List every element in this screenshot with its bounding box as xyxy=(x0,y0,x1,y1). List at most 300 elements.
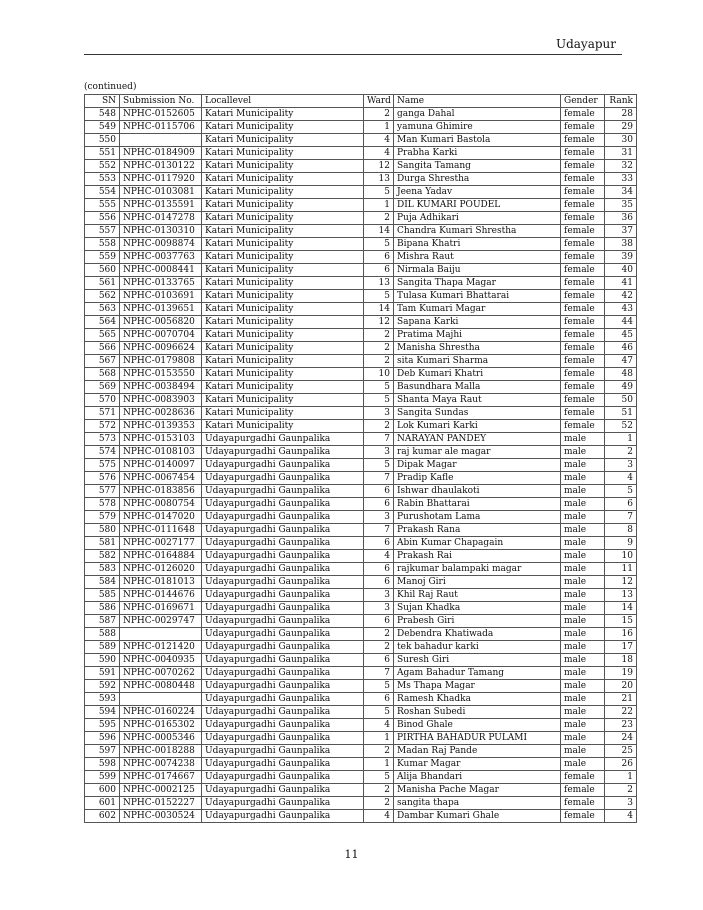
rank-cell: 32 xyxy=(605,160,637,173)
name-cell: Dipak Magar xyxy=(394,459,561,472)
name-cell: Purushotam Lama xyxy=(394,511,561,524)
sn-cell: 563 xyxy=(85,303,120,316)
name-cell: PIRTHA BAHADUR PULAMI xyxy=(394,732,561,745)
sn-cell: 568 xyxy=(85,368,120,381)
name-cell: Dambar Kumari Ghale xyxy=(394,810,561,823)
locallevel-cell: Udayapurgadhi Gaunpalika xyxy=(202,459,364,472)
table-row xyxy=(85,758,637,771)
gender-cell: female xyxy=(561,238,605,251)
submission-no-cell: NPHC-0040935 xyxy=(120,654,202,667)
locallevel-cell: Udayapurgadhi Gaunpalika xyxy=(202,433,364,446)
submission-no-cell: NPHC-0067454 xyxy=(120,472,202,485)
rank-cell: 48 xyxy=(605,368,637,381)
gender-cell: male xyxy=(561,628,605,641)
gender-cell: female xyxy=(561,810,605,823)
table-row xyxy=(85,147,637,160)
candidate-table xyxy=(84,94,637,823)
ward-cell: 3 xyxy=(364,602,394,615)
rank-cell: 21 xyxy=(605,693,637,706)
locallevel-cell: Udayapurgadhi Gaunpalika xyxy=(202,524,364,537)
gender-cell: male xyxy=(561,485,605,498)
gender-cell: female xyxy=(561,329,605,342)
locallevel-cell: Katari Municipality xyxy=(202,316,364,329)
rank-cell: 44 xyxy=(605,316,637,329)
gender-cell: female xyxy=(561,277,605,290)
name-cell: Binod Ghale xyxy=(394,719,561,732)
ward-cell: 2 xyxy=(364,355,394,368)
submission-no-cell: NPHC-0005346 xyxy=(120,732,202,745)
table-row xyxy=(85,446,637,459)
name-cell: Basundhara Malla xyxy=(394,381,561,394)
sn-cell: 601 xyxy=(85,797,120,810)
table-row xyxy=(85,433,637,446)
name-cell: Puja Adhikari xyxy=(394,212,561,225)
gender-cell: male xyxy=(561,693,605,706)
rank-cell: 52 xyxy=(605,420,637,433)
table-row xyxy=(85,745,637,758)
locallevel-cell: Udayapurgadhi Gaunpalika xyxy=(202,615,364,628)
rank-cell: 6 xyxy=(605,498,637,511)
gender-cell: male xyxy=(561,667,605,680)
locallevel-cell: Udayapurgadhi Gaunpalika xyxy=(202,472,364,485)
rank-cell: 35 xyxy=(605,199,637,212)
rank-cell: 22 xyxy=(605,706,637,719)
header-rule xyxy=(84,54,622,55)
ward-cell: 5 xyxy=(364,771,394,784)
gender-cell: male xyxy=(561,641,605,654)
name-cell: Ms Thapa Magar xyxy=(394,680,561,693)
gender-cell: male xyxy=(561,706,605,719)
name-cell: Sangita Tamang xyxy=(394,160,561,173)
submission-no-cell: NPHC-0111648 xyxy=(120,524,202,537)
submission-no-cell: NPHC-0103081 xyxy=(120,186,202,199)
name-cell: Durga Shrestha xyxy=(394,173,561,186)
table-row xyxy=(85,264,637,277)
sn-cell: 578 xyxy=(85,498,120,511)
submission-no-cell: NPHC-0144676 xyxy=(120,589,202,602)
ward-cell: 5 xyxy=(364,238,394,251)
locallevel-cell: Udayapurgadhi Gaunpalika xyxy=(202,563,364,576)
locallevel-cell: Katari Municipality xyxy=(202,407,364,420)
table-row xyxy=(85,394,637,407)
locallevel-cell: Udayapurgadhi Gaunpalika xyxy=(202,628,364,641)
rank-cell: 1 xyxy=(605,771,637,784)
name-cell: Mishra Raut xyxy=(394,251,561,264)
table-row xyxy=(85,498,637,511)
name-cell: raj kumar ale magar xyxy=(394,446,561,459)
sn-cell: 557 xyxy=(85,225,120,238)
table-row xyxy=(85,108,637,121)
locallevel-cell: Katari Municipality xyxy=(202,355,364,368)
submission-no-cell: NPHC-0135591 xyxy=(120,199,202,212)
locallevel-cell: Katari Municipality xyxy=(202,394,364,407)
ward-cell: 3 xyxy=(364,511,394,524)
ward-cell: 3 xyxy=(364,407,394,420)
submission-no-cell: NPHC-0139651 xyxy=(120,303,202,316)
ward-cell: 6 xyxy=(364,563,394,576)
rank-cell: 18 xyxy=(605,654,637,667)
submission-no-cell: NPHC-0096624 xyxy=(120,342,202,355)
gender-cell: female xyxy=(561,134,605,147)
sn-cell: 561 xyxy=(85,277,120,290)
submission-no-cell: NPHC-0083903 xyxy=(120,394,202,407)
locallevel-cell: Udayapurgadhi Gaunpalika xyxy=(202,537,364,550)
gender-cell: female xyxy=(561,212,605,225)
table-row xyxy=(85,537,637,550)
locallevel-cell: Katari Municipality xyxy=(202,303,364,316)
column-header-gender: Gender xyxy=(561,95,605,108)
submission-no-cell: NPHC-0181013 xyxy=(120,576,202,589)
submission-no-cell: NPHC-0098874 xyxy=(120,238,202,251)
submission-no-cell: NPHC-0028636 xyxy=(120,407,202,420)
name-cell: rajkumar balampaki magar xyxy=(394,563,561,576)
ward-cell: 2 xyxy=(364,628,394,641)
ward-cell: 4 xyxy=(364,810,394,823)
submission-no-cell: NPHC-0018288 xyxy=(120,745,202,758)
name-cell: Tam Kumari Magar xyxy=(394,303,561,316)
gender-cell: male xyxy=(561,498,605,511)
gender-cell: female xyxy=(561,160,605,173)
rank-cell: 41 xyxy=(605,277,637,290)
locallevel-cell: Udayapurgadhi Gaunpalika xyxy=(202,745,364,758)
locallevel-cell: Katari Municipality xyxy=(202,134,364,147)
gender-cell: female xyxy=(561,355,605,368)
rank-cell: 30 xyxy=(605,134,637,147)
table-row xyxy=(85,771,637,784)
rank-cell: 45 xyxy=(605,329,637,342)
sn-cell: 585 xyxy=(85,589,120,602)
locallevel-cell: Katari Municipality xyxy=(202,108,364,121)
rank-cell: 34 xyxy=(605,186,637,199)
sn-cell: 590 xyxy=(85,654,120,667)
submission-no-cell: NPHC-0139353 xyxy=(120,420,202,433)
locallevel-cell: Katari Municipality xyxy=(202,368,364,381)
rank-cell: 5 xyxy=(605,485,637,498)
column-header-rank: Rank xyxy=(605,95,637,108)
submission-no-cell: NPHC-0152605 xyxy=(120,108,202,121)
locallevel-cell: Udayapurgadhi Gaunpalika xyxy=(202,485,364,498)
page-header-title: Udayapur xyxy=(555,37,616,51)
submission-no-cell: NPHC-0103691 xyxy=(120,290,202,303)
table-row xyxy=(85,589,637,602)
name-cell: Pradip Kafle xyxy=(394,472,561,485)
locallevel-cell: Katari Municipality xyxy=(202,264,364,277)
ward-cell: 1 xyxy=(364,199,394,212)
table-row xyxy=(85,238,637,251)
rank-cell: 43 xyxy=(605,303,637,316)
rank-cell: 9 xyxy=(605,537,637,550)
submission-no-cell: NPHC-0165302 xyxy=(120,719,202,732)
table-row xyxy=(85,160,637,173)
ward-cell: 1 xyxy=(364,758,394,771)
sn-cell: 596 xyxy=(85,732,120,745)
submission-no-cell: NPHC-0153550 xyxy=(120,368,202,381)
name-cell: yamuna Ghimire xyxy=(394,121,561,134)
table-row xyxy=(85,472,637,485)
sn-cell: 592 xyxy=(85,680,120,693)
gender-cell: female xyxy=(561,225,605,238)
sn-cell: 549 xyxy=(85,121,120,134)
table-row xyxy=(85,576,637,589)
table-row xyxy=(85,251,637,264)
table-row xyxy=(85,316,637,329)
table-row xyxy=(85,641,637,654)
submission-no-cell: NPHC-0126020 xyxy=(120,563,202,576)
locallevel-cell: Katari Municipality xyxy=(202,277,364,290)
name-cell: Manisha Shrestha xyxy=(394,342,561,355)
name-cell: Chandra Kumari Shrestha xyxy=(394,225,561,238)
ward-cell: 6 xyxy=(364,251,394,264)
submission-no-cell: NPHC-0080754 xyxy=(120,498,202,511)
rank-cell: 1 xyxy=(605,433,637,446)
gender-cell: female xyxy=(561,199,605,212)
submission-no-cell: NPHC-0029747 xyxy=(120,615,202,628)
table-row xyxy=(85,511,637,524)
name-cell: Tulasa Kumari Bhattarai xyxy=(394,290,561,303)
gender-cell: female xyxy=(561,394,605,407)
locallevel-cell: Katari Municipality xyxy=(202,173,364,186)
table-row xyxy=(85,368,637,381)
table-row xyxy=(85,342,637,355)
gender-cell: male xyxy=(561,563,605,576)
ward-cell: 6 xyxy=(364,654,394,667)
rank-cell: 28 xyxy=(605,108,637,121)
locallevel-cell: Udayapurgadhi Gaunpalika xyxy=(202,550,364,563)
rank-cell: 4 xyxy=(605,472,637,485)
sn-cell: 566 xyxy=(85,342,120,355)
ward-cell: 2 xyxy=(364,212,394,225)
table-row xyxy=(85,797,637,810)
name-cell: Ramesh Khadka xyxy=(394,693,561,706)
rank-cell: 25 xyxy=(605,745,637,758)
locallevel-cell: Katari Municipality xyxy=(202,420,364,433)
column-header-locallevel: Locallevel xyxy=(202,95,364,108)
sn-cell: 548 xyxy=(85,108,120,121)
name-cell: Prakash Rai xyxy=(394,550,561,563)
gender-cell: male xyxy=(561,615,605,628)
rank-cell: 36 xyxy=(605,212,637,225)
ward-cell: 3 xyxy=(364,589,394,602)
submission-no-cell xyxy=(120,628,202,641)
locallevel-cell: Katari Municipality xyxy=(202,238,364,251)
locallevel-cell: Katari Municipality xyxy=(202,251,364,264)
rank-cell: 2 xyxy=(605,784,637,797)
rank-cell: 4 xyxy=(605,810,637,823)
ward-cell: 12 xyxy=(364,160,394,173)
table-row xyxy=(85,355,637,368)
sn-cell: 602 xyxy=(85,810,120,823)
submission-no-cell: NPHC-0130310 xyxy=(120,225,202,238)
ward-cell: 2 xyxy=(364,745,394,758)
name-cell: Sangita Thapa Magar xyxy=(394,277,561,290)
table-row xyxy=(85,550,637,563)
submission-no-cell: NPHC-0074238 xyxy=(120,758,202,771)
sn-cell: 550 xyxy=(85,134,120,147)
page-number: 11 xyxy=(344,848,359,861)
sn-cell: 562 xyxy=(85,290,120,303)
name-cell: Prabha Karki xyxy=(394,147,561,160)
sn-cell: 599 xyxy=(85,771,120,784)
submission-no-cell: NPHC-0160224 xyxy=(120,706,202,719)
table-row xyxy=(85,615,637,628)
gender-cell: male xyxy=(561,550,605,563)
ward-cell: 14 xyxy=(364,225,394,238)
submission-no-cell: NPHC-0169671 xyxy=(120,602,202,615)
submission-no-cell: NPHC-0140097 xyxy=(120,459,202,472)
column-header-ward: Ward xyxy=(364,95,394,108)
gender-cell: male xyxy=(561,446,605,459)
locallevel-cell: Katari Municipality xyxy=(202,329,364,342)
rank-cell: 42 xyxy=(605,290,637,303)
locallevel-cell: Udayapurgadhi Gaunpalika xyxy=(202,576,364,589)
locallevel-cell: Katari Municipality xyxy=(202,199,364,212)
sn-cell: 582 xyxy=(85,550,120,563)
rank-cell: 11 xyxy=(605,563,637,576)
sn-cell: 588 xyxy=(85,628,120,641)
locallevel-cell: Udayapurgadhi Gaunpalika xyxy=(202,667,364,680)
sn-cell: 553 xyxy=(85,173,120,186)
sn-cell: 589 xyxy=(85,641,120,654)
rank-cell: 51 xyxy=(605,407,637,420)
locallevel-cell: Udayapurgadhi Gaunpalika xyxy=(202,602,364,615)
rank-cell: 13 xyxy=(605,589,637,602)
name-cell: Deb Kumari Khatri xyxy=(394,368,561,381)
rank-cell: 49 xyxy=(605,381,637,394)
table-row xyxy=(85,628,637,641)
submission-no-cell: NPHC-0070262 xyxy=(120,667,202,680)
rank-cell: 17 xyxy=(605,641,637,654)
ward-cell: 12 xyxy=(364,316,394,329)
rank-cell: 2 xyxy=(605,446,637,459)
locallevel-cell: Udayapurgadhi Gaunpalika xyxy=(202,446,364,459)
rank-cell: 20 xyxy=(605,680,637,693)
locallevel-cell: Udayapurgadhi Gaunpalika xyxy=(202,784,364,797)
sn-cell: 554 xyxy=(85,186,120,199)
gender-cell: male xyxy=(561,719,605,732)
gender-cell: male xyxy=(561,680,605,693)
name-cell: Nirmala Baiju xyxy=(394,264,561,277)
table-row xyxy=(85,277,637,290)
sn-cell: 572 xyxy=(85,420,120,433)
name-cell: tek bahadur karki xyxy=(394,641,561,654)
name-cell: Prakash Rana xyxy=(394,524,561,537)
ward-cell: 14 xyxy=(364,303,394,316)
gender-cell: female xyxy=(561,784,605,797)
locallevel-cell: Katari Municipality xyxy=(202,212,364,225)
locallevel-cell: Katari Municipality xyxy=(202,225,364,238)
name-cell: Sapana Karki xyxy=(394,316,561,329)
name-cell: Roshan Subedi xyxy=(394,706,561,719)
rank-cell: 3 xyxy=(605,797,637,810)
submission-no-cell: NPHC-0030524 xyxy=(120,810,202,823)
rank-cell: 38 xyxy=(605,238,637,251)
name-cell: Madan Raj Pande xyxy=(394,745,561,758)
locallevel-cell: Udayapurgadhi Gaunpalika xyxy=(202,706,364,719)
rank-cell: 33 xyxy=(605,173,637,186)
sn-cell: 577 xyxy=(85,485,120,498)
locallevel-cell: Udayapurgadhi Gaunpalika xyxy=(202,511,364,524)
name-cell: Jeena Yadav xyxy=(394,186,561,199)
ward-cell: 6 xyxy=(364,693,394,706)
locallevel-cell: Katari Municipality xyxy=(202,186,364,199)
table-row xyxy=(85,524,637,537)
ward-cell: 6 xyxy=(364,615,394,628)
gender-cell: female xyxy=(561,173,605,186)
ward-cell: 2 xyxy=(364,797,394,810)
sn-cell: 556 xyxy=(85,212,120,225)
sn-cell: 597 xyxy=(85,745,120,758)
rank-cell: 31 xyxy=(605,147,637,160)
ward-cell: 5 xyxy=(364,381,394,394)
gender-cell: female xyxy=(561,420,605,433)
gender-cell: male xyxy=(561,576,605,589)
sn-cell: 584 xyxy=(85,576,120,589)
table-row xyxy=(85,719,637,732)
rank-cell: 24 xyxy=(605,732,637,745)
sn-cell: 594 xyxy=(85,706,120,719)
ward-cell: 5 xyxy=(364,186,394,199)
name-cell: sangita thapa xyxy=(394,797,561,810)
gender-cell: female xyxy=(561,342,605,355)
submission-no-cell: NPHC-0070704 xyxy=(120,329,202,342)
ward-cell: 1 xyxy=(364,121,394,134)
table-row xyxy=(85,225,637,238)
name-cell: Ishwar dhaulakoti xyxy=(394,485,561,498)
submission-no-cell: NPHC-0147020 xyxy=(120,511,202,524)
gender-cell: male xyxy=(561,602,605,615)
table-row xyxy=(85,173,637,186)
locallevel-cell: Katari Municipality xyxy=(202,147,364,160)
table-row xyxy=(85,485,637,498)
column-header-sn: SN xyxy=(85,95,120,108)
table-row xyxy=(85,134,637,147)
sn-cell: 558 xyxy=(85,238,120,251)
locallevel-cell: Udayapurgadhi Gaunpalika xyxy=(202,589,364,602)
ward-cell: 13 xyxy=(364,173,394,186)
gender-cell: female xyxy=(561,186,605,199)
gender-cell: female xyxy=(561,368,605,381)
ward-cell: 4 xyxy=(364,550,394,563)
locallevel-cell: Udayapurgadhi Gaunpalika xyxy=(202,498,364,511)
name-cell: Agam Bahadur Tamang xyxy=(394,667,561,680)
rank-cell: 19 xyxy=(605,667,637,680)
rank-cell: 23 xyxy=(605,719,637,732)
rank-cell: 7 xyxy=(605,511,637,524)
submission-no-cell: NPHC-0133765 xyxy=(120,277,202,290)
table-row xyxy=(85,212,637,225)
table-row xyxy=(85,810,637,823)
name-cell: Manoj Giri xyxy=(394,576,561,589)
name-cell: Alija Bhandari xyxy=(394,771,561,784)
locallevel-cell: Udayapurgadhi Gaunpalika xyxy=(202,680,364,693)
locallevel-cell: Udayapurgadhi Gaunpalika xyxy=(202,771,364,784)
sn-cell: 567 xyxy=(85,355,120,368)
submission-no-cell: NPHC-0147278 xyxy=(120,212,202,225)
table-row xyxy=(85,121,637,134)
submission-no-cell: NPHC-0002125 xyxy=(120,784,202,797)
ward-cell: 13 xyxy=(364,277,394,290)
name-cell: Sujan Khadka xyxy=(394,602,561,615)
locallevel-cell: Katari Municipality xyxy=(202,381,364,394)
ward-cell: 7 xyxy=(364,472,394,485)
gender-cell: female xyxy=(561,290,605,303)
ward-cell: 2 xyxy=(364,108,394,121)
submission-no-cell: NPHC-0027177 xyxy=(120,537,202,550)
submission-no-cell: NPHC-0184909 xyxy=(120,147,202,160)
ward-cell: 3 xyxy=(364,446,394,459)
table-row xyxy=(85,563,637,576)
submission-no-cell: NPHC-0179808 xyxy=(120,355,202,368)
